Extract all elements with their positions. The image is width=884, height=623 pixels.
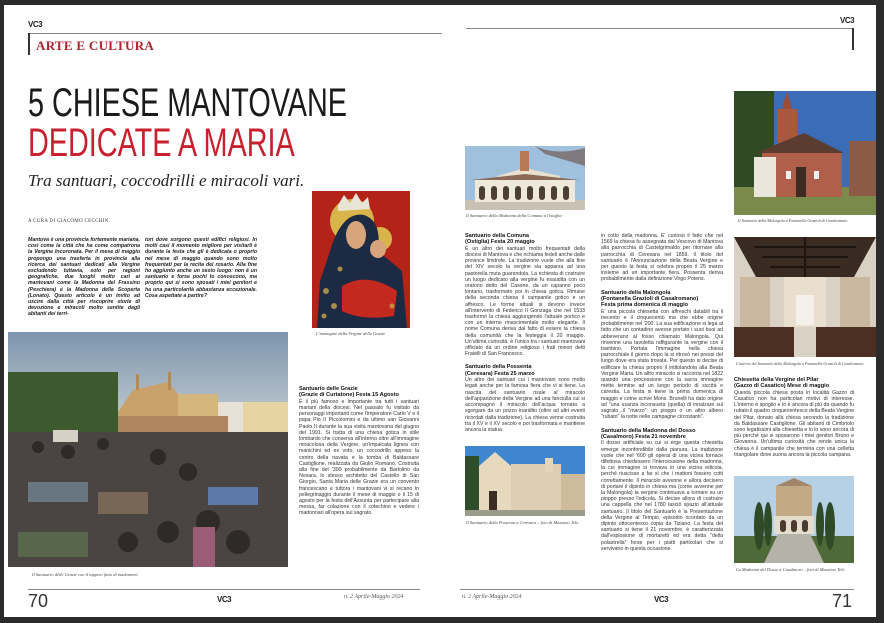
possenta-caption: Il Santuario della Possenta a Ceresara – foto di Massimo Telò xyxy=(466,520,579,525)
malongola-interior-caption: L'interno del Santuario della Malongola a Fontanella Grazioli di Casalromano xyxy=(736,361,864,366)
issue-left: n. 2 Aprile-Maggio 2024 xyxy=(344,594,404,600)
comuna-subheading: (Ostiglia) Festa 20 maggio xyxy=(465,239,535,246)
byline: A CURA DI GIACOMO CECCHIN xyxy=(28,219,109,224)
intro-column-2: tori dove sorgono questi edifici religiosi. In molti casi il momento migliore per visitarli è durante la festa che gli è dedicata o proprio nel mese di maggio quando sono molto frequentati per la recita del rosario. Alla fine ho aggiunto anche un sesto luogo: non è un santuario e forse pochi lo conoscono, ma proprio qui si sono sposati i miei genitori e ha una particolarità abbastanza eccezionale. Cosa aspettate a partire? xyxy=(145,237,257,299)
grazie-text: È il più famoso e importante tra tutti i santuari mariani della diocesi. Nel passato fu visitato da personaggi importanti come l'imperatore Carlo V e il papa Pio II Piccolomini e da ultimo san Giovanni Paolo II durante la sua visita mantovana del giugno del 1991. Si tratta di una chiesa gotica in stile lombardo che conserva all'interno oltre all'immagine miracolosa della Vergine, un'impalcata lignea con manichini ed ex voto, un coccodrillo appeso la centro della navata e la tomba di Baldassare Castiglione, realizzata da Giulio Romano. Costruita alla fine del '300 probabilmente da Bartolino da Novara, lo stesso architetto del Castello di San Giorgio, Santa Maria delle Grazie era un convento francescano e tuttora i mantovani vi si recano in pellegrinaggio durante il mese di maggio o il 15 di agosto per la festa dell'Assunta per partecipare alla messa, far colazione con il cotechino e vedere i madonnari all'opera sul sagrato. xyxy=(299,398,419,517)
malongola-subheading: (Fontanella Grazioli di Casalromano) xyxy=(601,296,699,303)
grazie-subheading: (Grazie di Curtatone) Festa 15 Agosto xyxy=(299,392,399,399)
article-pilar xyxy=(734,377,854,458)
section-label: ARTE E CULTURA xyxy=(36,38,155,53)
comuna-heading: Santuario della Comuna xyxy=(465,233,530,239)
dosso-photo xyxy=(734,476,854,563)
magazine-logo-right: VC3 xyxy=(840,16,855,25)
painting-caption: L'immagine della Vergine delle Grazie xyxy=(316,331,386,336)
comuna-text: È un altro dei santuari molto frequentati della diocesi di Mantova e che richiama fedeli anche dalle province limitrofe. La tradizione vuole che alla fine del XIV secolo la vergine sia apparsa ad una pastorella muta guarendola. La richiesta di costruire un luogo dedicato alla vergine fu esaudita con un oratorio detto del Casone, da un capanno poco lontano, trasformato poi in chiesa gotica. Rimane della seconda chiesa il campanile gotico e un affresco. Le forme attuali si devono invece all'intervento di Federico II Gonzaga che nel 1533 trasformò la chiesa aggiungendo l'attuale portico e con un interno rinascimentale molto elegante. Il nome Comuna deriva dal fatto di essere la chiesa della comunità che la festeggia il 20 maggio. Un'ultima curiosità: è l'unico tra i santuari mantovani officiato da un ordine religioso i frati minori detti Fratelli di San Francesco. xyxy=(465,245,585,358)
article-column-2 xyxy=(601,233,723,552)
article-title-line2: DEDICATE A MARIA xyxy=(28,121,295,165)
left-page xyxy=(4,5,442,617)
dosso-subheading: (Casalmoro) Festa 21 novembre xyxy=(601,433,686,440)
dosso-text: Il dosso artificiale su cui si erge questa chiesetta emerge inconfondibile dalla pianura. La tradizione vuole che nel '600 gli operai di una vicina fornace difettosa chiedessero l'intercessione della madonna, la cui immagine si trovava in una vicina edicola, perché riuscisse a far sì che i mattoni fossero cotti correttamente. Il miracolo avvenne e allora decisero di portare il dipinto in chiesa ma (come avvenne per la Malongola) la vergine continuava a tornare su un pioppo presso l'edicola. Si decise allora di costruire una cappella che nel 1780 lasciò spazio all'attuale santuario. Il titolo del Santuario è la Presentazione della Vergine al Tempio, episodio ricordato da un dipinto ottocentesco copia da Tiziano. La festa del santuario si tiene il 21 novembre, è caratterizzata dall'esplosione di mortaretti ed era detta "della polastrella" forse per i piatti particolari che si servivano in questa occasione. xyxy=(601,440,723,552)
footer-logo-right: VC3 xyxy=(654,595,669,604)
malongola-text: E' una piccola chiesetta con affreschi databili tra il trecento e il cinquecento ma che ebbe origine probabilmente nel '200. La sua edificazione si lega al fatto che un contadino avesse portato i suoi buoi ad abbeverarsi al fosso chiamato Malongola. Qui rinvenne una tavoletta raffigurante la vergine con il bambino. Portata l'immagine nella chiesa parrocchiale il giorno dopo la si ritrovò nei pressi del luogo dove era stata trovata. Per questo si decise di edificare la chiesa proprio il intitolandola alla Beata Vergine Maria. Un altro miracolo si racconta nel 1822 quando una processione con la sacra immagine mette termine ad un lungo periodo di siccità e carestia. La festa si tiene la prima domenica di maggio e come scrive Mons. Brunelli ha dato origine ad "una usanza inconsueta (quella) di innalzare sul sagrato...il "marzo": un pioppo o un altro albero "rubato" la notte nelle campagne circostanti". xyxy=(601,308,723,421)
malongola-interior-photo xyxy=(734,237,876,357)
magazine-logo: VC3 xyxy=(28,20,43,29)
malongola-exterior-photo xyxy=(734,91,876,215)
comuna-photo xyxy=(465,146,585,210)
grazie-crowd-photo xyxy=(8,332,288,567)
article-comuna xyxy=(465,233,585,433)
malongola-festa: Festa prima domenica di maggio xyxy=(601,302,689,309)
possenta-continued-text: in cotto della madonna. E' curioso il fatto che nel 1569 la chiesa fu assegnata dal Vescovo di Mantova alla parrocchia di Castelgrimaldo per ritornare alla parrocchia di Ceresara nel 1859. Il titolo del santuario è l'Annunciazione della Beata Vergine e per questo la festa si celebra proprio il 25 marzo insieme ad un importante fiera. Possenta deriva probabilmente dalla definizione Virgo Potens. xyxy=(601,233,723,283)
crowd-photo-caption: Il Santuario delle Grazie con il tappeto fatto di madonnari xyxy=(32,572,138,577)
possenta-text: Un altro dei santuari cui i mantovani sono molto legati anche per la famosa fiera che vi si tiene. La nascita del santuario risale al miracolo dell'apparizione della Vergine ad una fanciulla cui si accompagnò il miracolo dell'acqua tornata a sgorgare da un pozzo inaridito (oltre ad altri eventi ricordati dalla tradizione). La chiesa venne costruita tra il XV e il XV secolo e poi trasformata e mantiene ancora la statua xyxy=(465,377,585,433)
page-number-left: 70 xyxy=(28,591,49,611)
pilar-heading: Chiesetta della Vergine del Pilar xyxy=(734,377,819,383)
footer-logo-left: VC3 xyxy=(217,595,232,604)
dosso-heading: Santuario della Madonna del Dosso xyxy=(601,427,696,434)
header-vertical-rule xyxy=(28,33,30,55)
footer-rule xyxy=(28,589,420,590)
issue-right: n. 2 Aprile-Maggio 2024 xyxy=(462,594,522,600)
possenta-photo xyxy=(465,446,585,516)
article-title-line1: 5 CHIESE MANTOVANE xyxy=(28,81,348,125)
pilar-text: Questa piccola chiesa posta in località Gazzo di Casatico non ha particolari motivi di interesse. L'interno è spoglio e lo è ancora di più da quando fu rubato il quadro cinquecentesco della Beata Vergine del Pilar, donato alla chiesa secondo la tradizione da Baldassare Castiglione. Gli abitanti di Cimbriolo sono legatissimi alla chiesetta e lo lo sono ancora di più perché qui si sposarono i miei genitori Bruno e Giovanna. Un'ultima curiosità che rende unica la chiesa è il campanile che termina con una celletta triangolare dove suona ancora la piccola campana. xyxy=(734,389,854,458)
malongola-heading: Santuario della Malongola xyxy=(601,289,671,296)
pilar-subheading: (Gazzo di Casatico) Mese di maggio xyxy=(734,383,830,390)
footer-rule-right xyxy=(460,589,854,590)
possenta-subheading: (Ceresara) Festa 25 marzo xyxy=(465,370,535,377)
header-rule xyxy=(28,33,442,34)
header-vertical-rule-right xyxy=(852,28,854,50)
page-number-right: 71 xyxy=(832,591,853,611)
article-subtitle: Tra santuari, coccodrilli e miracoli vari. xyxy=(28,171,305,190)
grazie-heading: Santuario delle Grazie xyxy=(299,386,358,392)
madonna-painting-image xyxy=(312,191,410,328)
article-grazie xyxy=(299,386,419,517)
intro-column-1: Mantova è una provincia fortemente mariana, così come la città che ha come compatrona la Vergine Incoronata. Per il mese di maggio propongo una trasferta in provincia alla ricerca dei santuari dedicati alla Vergine escludendo tuttavia, solo per ragioni geografiche, due luoghi molto cari ai mantovani come la Madonna del Frassino (Peschiera) e la Madonna della Scoperta (Lonato). Questo articolo è un invito ad uscire dalla città per riscoprire storie di devozione e miracoli molto sentite dagli abitanti dei terri- xyxy=(28,237,140,318)
header-rule-right xyxy=(466,28,854,29)
possenta-heading: Santuario della Possenta xyxy=(465,364,532,371)
dosso-caption: La Madonna del Dosso a Casalmoro – foto di Massimo Telò xyxy=(736,567,845,572)
right-page xyxy=(442,5,876,617)
malongola-exterior-caption: Il Santuario della Malongola a Fontanella Grazioli di Casalromano xyxy=(738,218,848,223)
comuna-caption: Il Santuario della Madonna della Comuna a Ostiglia xyxy=(466,213,562,218)
